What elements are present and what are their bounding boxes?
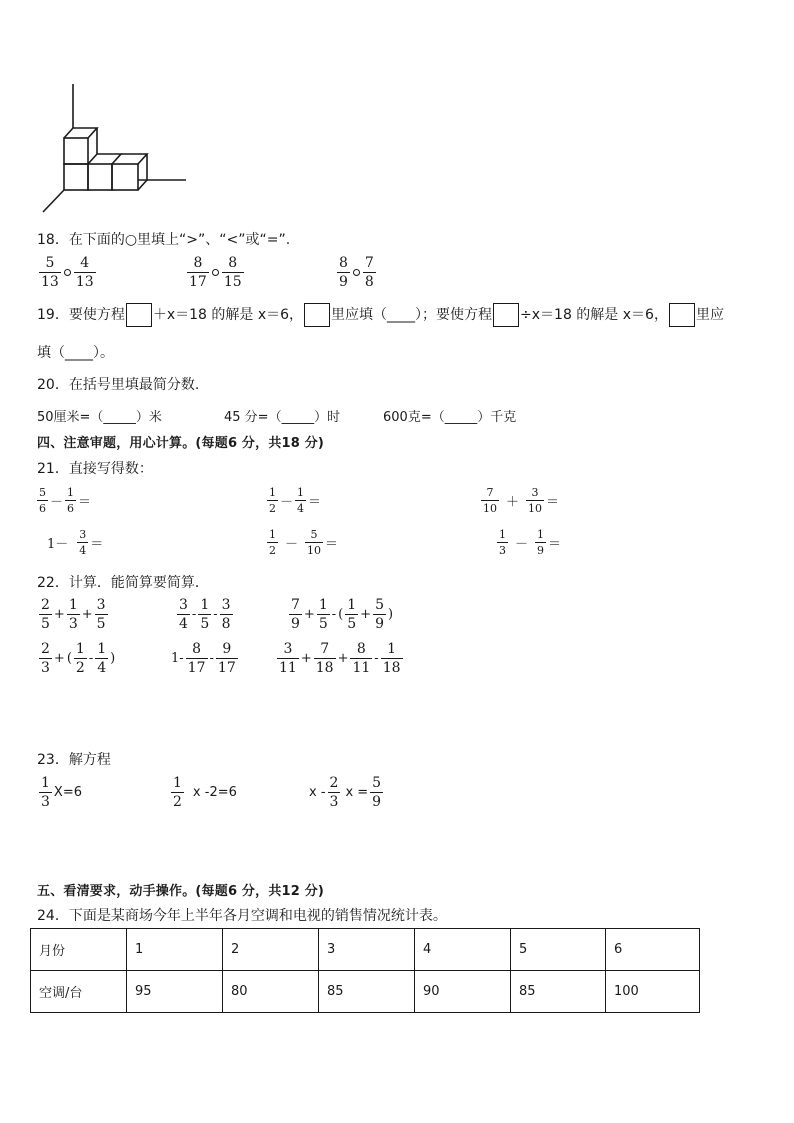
numerator: 8 — [356, 641, 366, 657]
table-cell: 4 — [415, 929, 511, 971]
numerator: 3 — [179, 597, 188, 613]
fraction — [95, 598, 108, 631]
numerator: 5 — [372, 775, 382, 791]
operator: - — [209, 651, 214, 666]
numerator: 3 — [283, 641, 293, 657]
operator: + — [81, 607, 93, 622]
fraction — [39, 598, 52, 631]
q22-expr-6 — [276, 642, 404, 675]
numerator: 8 — [339, 255, 348, 271]
q18-compare-2 — [186, 256, 245, 289]
table-cell: 90 — [415, 971, 511, 1013]
operator: － — [285, 537, 299, 552]
operator: ＝ — [308, 495, 322, 510]
denominator: 8 — [364, 274, 374, 290]
denominator: 9 — [291, 616, 300, 632]
table-cell: 3 — [319, 929, 415, 971]
numerator: 1 — [173, 775, 182, 791]
denominator: 17 — [187, 660, 206, 676]
table-cell: 5 — [511, 929, 606, 971]
q20-prompt: 20．在括号里填最简分数. — [37, 377, 200, 393]
operator: ＝ — [78, 495, 92, 510]
denominator: 5 — [200, 616, 210, 632]
q21-expr-6 — [496, 529, 562, 556]
denominator: 3 — [68, 616, 78, 632]
q21-expr-2 — [266, 487, 322, 514]
numerator: 2 — [41, 641, 50, 657]
operator: - — [331, 607, 337, 622]
answer-circle[interactable] — [64, 269, 71, 276]
numerator: 5 — [310, 528, 318, 541]
numerator: 1 — [41, 775, 50, 791]
operator: X=6 — [53, 785, 82, 800]
operator: x = — [345, 785, 369, 800]
operator: ( — [66, 651, 72, 666]
operator: - — [213, 607, 218, 622]
denominator: 4 — [297, 502, 305, 515]
numerator: 1 — [318, 597, 328, 613]
denominator: 5 — [347, 616, 357, 632]
answer-circle[interactable] — [212, 269, 219, 276]
fraction — [317, 598, 330, 631]
q24-prompt: 24．下面是某商场今年上半年各月空调和电视的销售情况统计表。 — [37, 908, 447, 924]
denominator: 11 — [279, 660, 297, 676]
denominator: 4 — [179, 616, 188, 632]
denominator: 2 — [75, 660, 85, 676]
numerator: 1 — [387, 641, 397, 657]
fraction — [363, 256, 376, 289]
fraction — [67, 598, 80, 631]
denominator: 5 — [96, 616, 106, 632]
fraction — [216, 642, 238, 675]
operator: ( — [338, 607, 344, 622]
q21-expr-1 — [36, 487, 92, 514]
table-row — [31, 929, 700, 971]
q23-equation-3 — [308, 776, 384, 809]
q22-expr-3 — [288, 598, 394, 631]
numerator: 1 — [499, 528, 506, 541]
blank-box[interactable] — [493, 303, 519, 327]
table-cell: 85 — [511, 971, 606, 1013]
denominator: 11 — [352, 660, 371, 676]
denominator: 17 — [217, 660, 236, 676]
fraction — [337, 256, 350, 289]
table-cell: 6 — [606, 929, 700, 971]
fraction — [345, 598, 358, 631]
numerator: 1 — [97, 641, 107, 657]
blank-box[interactable] — [304, 303, 330, 327]
fraction — [39, 256, 61, 289]
q22-expr-4 — [38, 642, 116, 675]
numerator: 1 — [75, 641, 85, 657]
denominator: 6 — [67, 502, 75, 515]
operator: 1- — [171, 651, 184, 666]
operator: + — [337, 651, 349, 666]
section-4-heading: 四、注意审题，用心计算。(每题6 分，共18 分) — [37, 436, 325, 451]
table-cell: 月份 — [31, 929, 127, 971]
q20-item-3: 600克=（_____）千克 — [383, 410, 517, 425]
numerator: 5 — [375, 597, 384, 613]
fraction — [481, 487, 499, 514]
denominator: 13 — [75, 274, 94, 290]
q22-expr-2 — [176, 598, 234, 631]
numerator: 7 — [486, 486, 494, 499]
numerator: 3 — [79, 528, 87, 541]
fraction — [267, 529, 278, 556]
answer-circle[interactable] — [353, 269, 360, 276]
q20-item-2: 45 分=（_____）时 — [224, 410, 341, 425]
denominator: 5 — [318, 616, 328, 632]
fraction — [295, 487, 306, 514]
fraction — [381, 642, 403, 675]
operator: + — [53, 607, 65, 622]
fraction — [171, 776, 184, 809]
denominator: 9 — [339, 274, 348, 290]
cube-stack-figure — [38, 82, 190, 214]
numerator: 1 — [269, 528, 276, 541]
q22-expr-5 — [170, 642, 239, 675]
operator: + — [300, 651, 312, 666]
numerator: 1 — [537, 528, 545, 541]
fraction — [95, 642, 108, 675]
operator: - — [374, 651, 379, 666]
fraction — [187, 256, 209, 289]
fraction — [74, 642, 87, 675]
numerator: 7 — [320, 641, 330, 657]
fraction — [37, 487, 48, 514]
operator: ＋ — [506, 495, 520, 510]
denominator: 3 — [499, 544, 506, 557]
denominator: 4 — [97, 660, 107, 676]
numerator: 4 — [80, 255, 90, 271]
denominator: 17 — [189, 274, 207, 290]
numerator: 8 — [192, 641, 202, 657]
denominator: 4 — [79, 544, 87, 557]
numerator: 8 — [228, 255, 238, 271]
denominator: 8 — [221, 616, 231, 632]
numerator: 9 — [222, 641, 232, 657]
fraction — [497, 529, 508, 556]
q23-prompt: 23．解方程 — [37, 752, 111, 768]
operator: － — [515, 537, 529, 552]
fraction — [39, 776, 52, 809]
operator: － — [280, 495, 294, 510]
section-5-heading: 五、看清要求，动手操作。(每题6 分，共12 分) — [37, 884, 325, 899]
denominator: 6 — [39, 502, 46, 515]
q21-prompt: 21．直接写得数： — [37, 461, 153, 477]
operator: 1－ — [47, 537, 69, 552]
blank-box[interactable] — [669, 303, 695, 327]
q19-line2: 填（____）。 — [37, 345, 114, 361]
numerator: 3 — [96, 597, 106, 613]
denominator: 3 — [41, 794, 50, 810]
denominator: 2 — [269, 502, 276, 515]
sales-stats-table — [30, 928, 700, 1013]
table-cell: 空调/台 — [31, 971, 127, 1013]
fraction — [65, 487, 76, 514]
numerator: 1 — [347, 597, 357, 613]
numerator: 2 — [329, 775, 339, 791]
numerator: 7 — [364, 255, 374, 271]
denominator: 13 — [41, 274, 59, 290]
numerator: 1 — [68, 597, 78, 613]
numerator: 2 — [41, 597, 50, 613]
q21-expr-3 — [480, 487, 560, 514]
table-cell: 85 — [319, 971, 415, 1013]
denominator: 18 — [382, 660, 401, 676]
q23-equation-2 — [170, 776, 238, 809]
operator: ＝ — [546, 495, 560, 510]
operator: ) — [387, 607, 394, 622]
operator: ＝ — [325, 537, 339, 552]
denominator: 3 — [329, 794, 339, 810]
fraction — [535, 529, 546, 556]
fraction — [314, 642, 336, 675]
operator: ) — [110, 651, 116, 666]
operator: + — [360, 607, 372, 622]
table-cell: 80 — [223, 971, 319, 1013]
numerator: 3 — [221, 597, 231, 613]
fraction — [77, 529, 88, 556]
operator: x - — [309, 785, 326, 800]
q18-prompt: 18．在下面的○里填上“>”、“<”或“=”. — [37, 232, 291, 248]
fraction — [350, 642, 372, 675]
table-row — [31, 971, 700, 1013]
fraction — [198, 598, 211, 631]
blank-box[interactable] — [126, 303, 152, 327]
fraction — [177, 598, 190, 631]
operator: - — [88, 651, 94, 666]
denominator: 9 — [372, 794, 382, 810]
q18-compare-3 — [336, 256, 377, 289]
operator: x -2=6 — [192, 785, 237, 800]
fraction — [267, 487, 278, 514]
fraction — [289, 598, 302, 631]
operator: ＝ — [548, 537, 562, 552]
q20-item-1: 50厘米=（_____）米 — [37, 410, 162, 425]
operator: + — [53, 651, 65, 666]
numerator: 1 — [297, 486, 305, 499]
numerator: 1 — [200, 597, 210, 613]
q22-expr-1 — [38, 598, 109, 631]
numerator: 8 — [193, 255, 203, 271]
numerator: 5 — [39, 486, 46, 499]
fraction — [220, 598, 233, 631]
denominator: 10 — [307, 544, 322, 557]
fraction — [39, 642, 52, 675]
table-cell: 95 — [127, 971, 223, 1013]
fraction — [186, 642, 208, 675]
denominator: 5 — [41, 616, 50, 632]
fraction — [277, 642, 299, 675]
q23-equation-1 — [38, 776, 83, 809]
numerator: 3 — [531, 486, 539, 499]
operator: - — [191, 607, 197, 622]
fraction — [526, 487, 544, 514]
table-cell: 100 — [606, 971, 700, 1013]
denominator: 2 — [269, 544, 276, 557]
denominator: 9 — [537, 544, 545, 557]
fraction — [74, 256, 96, 289]
numerator: 1 — [269, 486, 276, 499]
denominator: 2 — [173, 794, 182, 810]
denominator: 3 — [41, 660, 50, 676]
table-cell: 2 — [223, 929, 319, 971]
numerator: 5 — [45, 255, 55, 271]
denominator: 10 — [528, 502, 543, 515]
q22-prompt: 22．计算．能简算要简算． — [37, 575, 209, 591]
denominator: 9 — [375, 616, 384, 632]
table-cell: 1 — [127, 929, 223, 971]
fraction — [305, 529, 323, 556]
q21-expr-4 — [46, 529, 104, 556]
fraction — [328, 776, 341, 809]
fraction — [222, 256, 244, 289]
denominator: 10 — [483, 502, 497, 515]
numerator: 7 — [291, 597, 300, 613]
numerator: 1 — [67, 486, 75, 499]
fraction — [370, 776, 383, 809]
operator: ＝ — [90, 537, 104, 552]
q21-expr-5 — [266, 529, 339, 556]
fraction — [373, 598, 386, 631]
denominator: 15 — [223, 274, 242, 290]
denominator: 18 — [315, 660, 334, 676]
q19-line1: 19．要使方程 ＋x＝18 的解是 x＝6， 里应填（____）；要使方程 ÷x＝18 的解是 x＝6， 里应 — [37, 303, 724, 327]
operator: － — [50, 495, 64, 510]
operator: + — [303, 607, 315, 622]
q18-compare-1 — [38, 256, 97, 289]
